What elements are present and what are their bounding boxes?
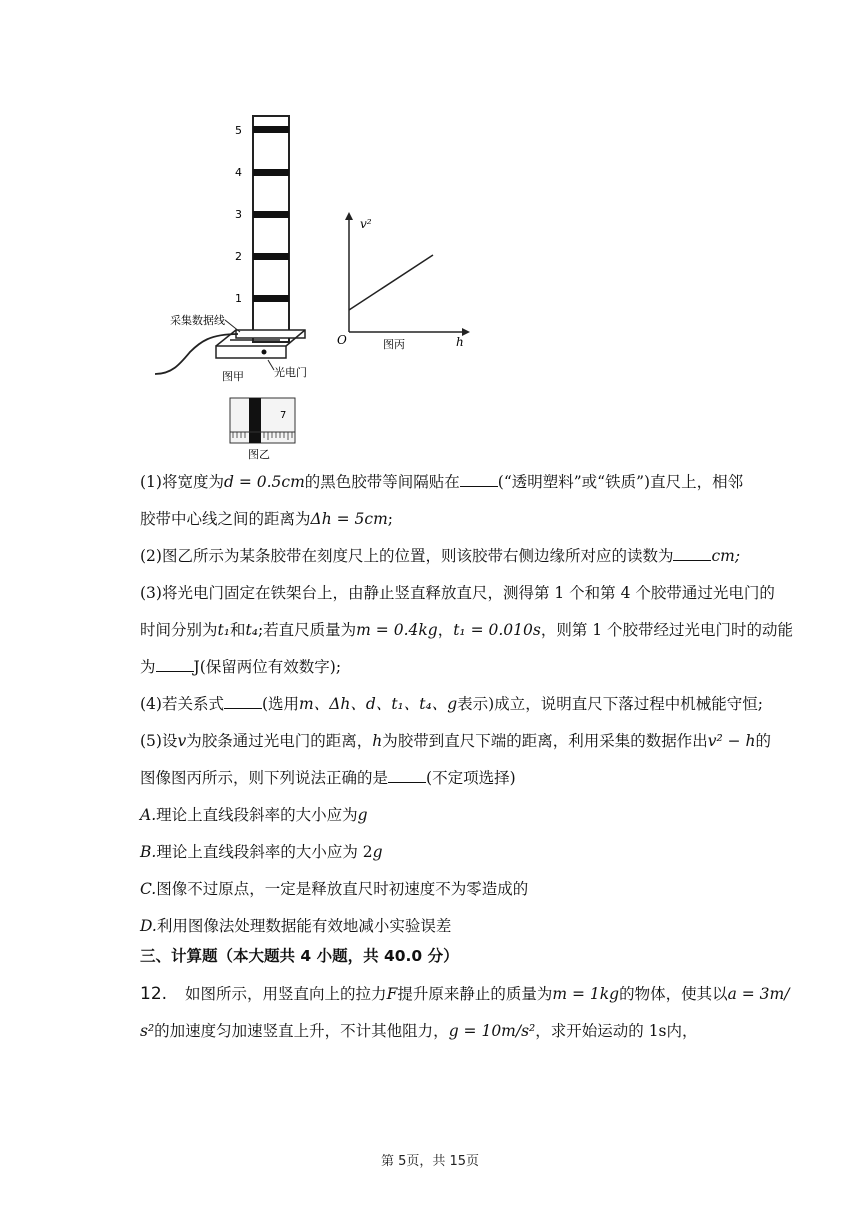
page-footer: 第 5页，共 15页 xyxy=(380,1154,480,1169)
tape-band-5 xyxy=(253,126,289,133)
q11-part5-line2: 图像图丙所示，则下列说法正确的是 (不定项选择) xyxy=(140,769,516,787)
fig-yi-label: 图乙 xyxy=(248,448,270,461)
answer-blank-4[interactable] xyxy=(224,694,262,709)
answer-blank-2[interactable] xyxy=(673,546,711,561)
tape-band-2 xyxy=(253,253,289,260)
answer-blank-1[interactable] xyxy=(460,472,498,487)
tape-band-1 xyxy=(253,295,289,302)
q11-part4: (4)若关系式 (选用m、Δh、d、t₁、t₄、g表示)成立，说明直尺下落过程中机械能守恒; xyxy=(140,695,763,713)
q12-line2: s²的加速度匀加速竖直上升，不计其他阻力，g = 10m/s²，求开始运动的 1s内， xyxy=(140,1022,698,1040)
option-d: D.利用图像法处理数据能有效地减小实验误差 xyxy=(140,917,452,935)
fig-yi-number: 7 xyxy=(280,410,287,421)
q11-part1-line1: (1)将宽度为d = 0.5cm的黑色胶带等间隔贴在 (“透明塑料”或“铁质”)直尺上，相邻 xyxy=(140,473,744,491)
graph-x-label: h xyxy=(456,335,464,349)
tape-band-4 xyxy=(253,169,289,176)
q11-part3-line2: 时间分别为t₁和t₄;若直尺质量为m = 0.4kg，t₁ = 0.010s，则第 1 个胶带经过光电门时的动能 xyxy=(140,621,794,639)
fig-bing-label: 图丙 xyxy=(383,338,405,351)
ruler-mark-5: 5 xyxy=(235,124,242,137)
q11-part1-line2: 胶带中心线之间的距离为Δh = 5cm; xyxy=(140,510,394,528)
experiment-figure xyxy=(150,112,490,464)
answer-blank-5[interactable] xyxy=(388,768,426,783)
q11-part5-line1: (5)设v为胶条通过光电门的距离，h为胶带到直尺下端的距离，利用采集的数据作出v² − h的 xyxy=(140,732,772,750)
q12-line1: 12. 如图所示，用竖直向上的拉力F提升原来静止的质量为m = 1kg的物体，使其以a = 3m/ xyxy=(140,984,790,1004)
answer-blank-3[interactable] xyxy=(156,657,194,672)
graph-origin: O xyxy=(337,333,347,347)
fig-jia-label: 图甲 xyxy=(222,370,244,383)
option-b: B.理论上直线段斜率的大小应为 2g xyxy=(140,843,383,861)
ruler-mark-1: 1 xyxy=(235,292,242,305)
graph-line xyxy=(349,255,433,310)
q11-part3-line1: (3)将光电门固定在铁架台上，由静止竖直释放直尺，测得第 1 个和第 4 个胶带通过光电门的 xyxy=(140,584,775,602)
ruler xyxy=(253,116,289,342)
section-heading: 三、计算题（本大题共 4 小题，共 40.0 分） xyxy=(140,947,459,965)
photogate xyxy=(216,346,286,358)
ruler-mark-3: 3 xyxy=(235,208,242,221)
tape-band-3 xyxy=(253,211,289,218)
cable-label: 采集数据线 xyxy=(170,314,225,327)
ruler-mark-2: 2 xyxy=(235,250,242,263)
graph-y-label: v² xyxy=(360,217,372,231)
ruler-mark-4: 4 xyxy=(235,166,242,179)
q12-number: 12. xyxy=(140,984,168,1004)
experiment-diagram xyxy=(150,112,490,464)
option-c: C.图像不过原点，一定是释放直尺时初速度不为零造成的 xyxy=(140,880,529,898)
gate-label: 光电门 xyxy=(274,366,307,379)
q11-part3-line3: 为 J(保留两位有效数字); xyxy=(140,658,342,676)
option-a: A.理论上直线段斜率的大小应为g xyxy=(140,806,368,824)
q11-part2: (2)图乙所示为某条胶带在刻度尺上的位置，则该胶带右侧边缘所对应的读数为 cm; xyxy=(140,547,741,565)
